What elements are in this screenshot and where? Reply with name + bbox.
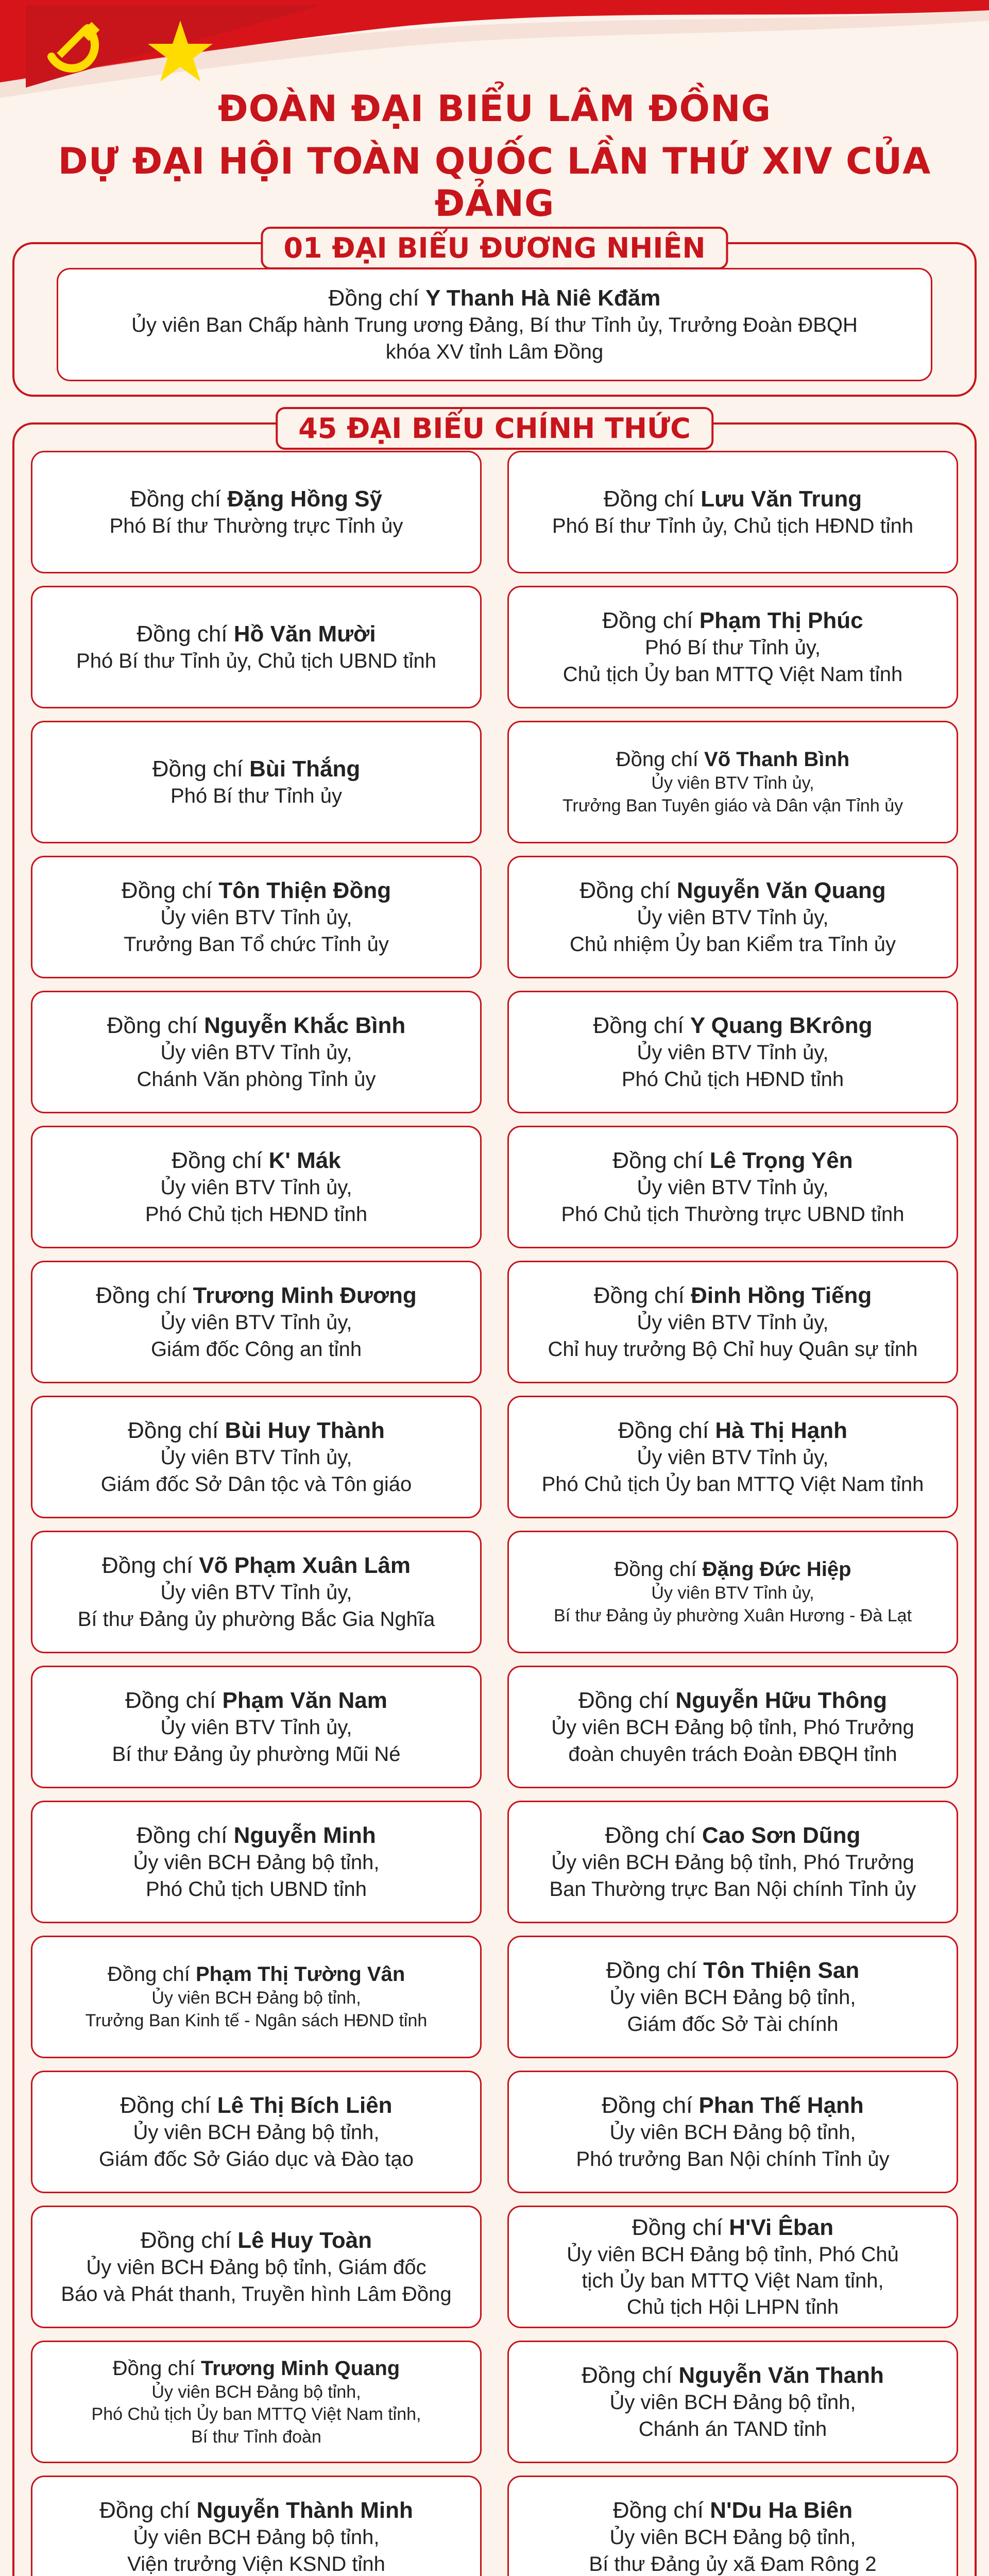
delegate-title-line: Ủy viên BTV Tỉnh ủy, <box>637 1176 829 1199</box>
delegate-card <box>31 1801 482 1923</box>
delegate-name-line <box>99 2496 413 2524</box>
delegate-name-line <box>604 485 862 513</box>
delegate-card <box>507 856 958 978</box>
delegate-title-line: Trưởng Ban Kinh tế - Ngân sách HĐND tỉnh <box>85 2011 428 2030</box>
delegate-prefix: Đồng chí <box>125 1688 223 1714</box>
delegate-prefix: Đồng chí <box>612 1148 710 1174</box>
delegate-title-line: Ủy viên BCH Đảng bộ tỉnh, <box>133 1851 380 1874</box>
delegate-name-line <box>107 1011 406 1040</box>
delegate-name-line <box>618 1416 847 1445</box>
delegate-name-line <box>613 2496 852 2524</box>
delegate-name: Nguyễn Hữu Thông <box>675 1688 888 1714</box>
delegate-name: Hà Thị Hạnh <box>715 1418 848 1444</box>
delegate-title-line: Ủy viên BCH Đảng bộ tỉnh, <box>609 1986 856 2009</box>
delegate-name-line <box>593 1011 873 1040</box>
delegate-name-line <box>329 284 661 312</box>
delegate-card <box>507 1396 958 1518</box>
delegate-name-line <box>102 1551 411 1580</box>
delegate-prefix: Đồng chí <box>618 1418 715 1444</box>
delegate-title-line: Giám đốc Công an tỉnh <box>150 1337 362 1361</box>
delegate-name: Lê Thị Bích Liên <box>217 2093 393 2119</box>
delegate-card <box>57 268 932 381</box>
delegate-name: K' Mák <box>268 1148 341 1174</box>
delegate-card <box>31 2341 482 2463</box>
delegate-name-line <box>172 1146 340 1175</box>
delegate-title-line: Ủy viên BCH Đảng bộ tỉnh, Phó Chủ <box>567 2243 899 2266</box>
delegate-name: Nguyễn Minh <box>233 1823 376 1849</box>
delegate-title-line: Ủy viên BTV Tỉnh ủy, <box>637 1311 829 1334</box>
delegate-name: Phạm Thị Tường Vân <box>195 1963 405 1986</box>
delegate-card <box>507 1531 958 1653</box>
delegate-card <box>31 586 482 708</box>
delegate-name: Phạm Văn Nam <box>222 1688 387 1714</box>
section-ex-officio-tag: 01 ĐẠI BIỂU ĐƯƠNG NHIÊN <box>261 227 728 269</box>
delegate-title-line: Ủy viên Ban Chấp hành Trung ương Đảng, Bí thư Tỉnh ủy, Trưởng Đoàn ĐBQH <box>131 314 858 337</box>
delegate-title-line: Trưởng Ban Tổ chức Tỉnh ủy <box>124 933 389 956</box>
delegate-title-line: Ủy viên BTV Tỉnh ủy, <box>160 1176 352 1199</box>
delegate-prefix: Đồng chí <box>99 2498 197 2523</box>
delegate-name: Tôn Thiện Đồng <box>218 878 391 904</box>
header <box>0 0 989 225</box>
delegate-name: Cao Sơn Dũng <box>702 1823 861 1849</box>
delegate-title-line: Bí thư Tỉnh đoàn <box>191 2427 321 2447</box>
delegate-title-line: Ủy viên BCH Đảng bộ tỉnh, Phó Trưởng <box>551 1851 914 1874</box>
delegate-prefix: Đồng chí <box>602 608 700 634</box>
delegate-prefix: Đồng chí <box>593 1283 691 1309</box>
delegate-title-line: Ban Thường trực Ban Nội chính Tỉnh ủy <box>549 1877 916 1901</box>
delegate-prefix: Đồng chí <box>130 486 228 512</box>
delegate-card <box>507 991 958 1113</box>
delegate-prefix: Đồng chí <box>578 1688 676 1714</box>
delegate-card <box>31 856 482 978</box>
delegate-name-line <box>606 1956 859 1985</box>
delegate-title-line: Phó Chủ tịch Thường trực UBND tỉnh <box>561 1202 905 1226</box>
delegate-title-line: Ủy viên BCH Đảng bộ tỉnh, <box>151 2382 361 2402</box>
delegate-title-line: Ủy viên BTV Tỉnh ủy, <box>637 906 829 929</box>
delegate-name-line <box>605 1821 861 1850</box>
delegate-title-line: tịch Ủy ban MTTQ Việt Nam tỉnh, <box>582 2269 884 2292</box>
delegate-title-line: Chánh Văn phòng Tỉnh ủy <box>137 1067 376 1091</box>
delegate-card <box>507 2341 958 2463</box>
delegate-name-line <box>578 1686 887 1715</box>
delegate-title-line: Ủy viên BTV Tỉnh ủy, <box>160 1716 352 1739</box>
delegate-name-line <box>582 2361 884 2389</box>
delegate-name-line <box>122 876 391 905</box>
delegate-prefix: Đồng chí <box>152 756 250 782</box>
delegate-card <box>507 1801 958 1923</box>
delegate-title-line: Ủy viên BTV Tỉnh ủy, <box>160 1446 352 1469</box>
delegate-name: Bùi Huy Thành <box>225 1418 385 1444</box>
delegate-card <box>31 2071 482 2193</box>
delegate-prefix: Đồng chí <box>107 1963 196 1986</box>
delegate-title-line: Trưởng Ban Tuyên giáo và Dân vận Tỉnh ủy <box>562 796 903 816</box>
delegate-card <box>31 721 482 843</box>
delegate-title-line: Ủy viên BTV Tỉnh ủy, <box>651 773 814 793</box>
delegate-name-line <box>602 2091 864 2120</box>
delegate-card <box>507 2206 958 2328</box>
delegate-name: Trương Minh Quang <box>200 2357 400 2380</box>
delegate-card <box>31 1531 482 1653</box>
delegate-title-line: Bí thư Đảng ủy xã Đam Rông 2 <box>589 2552 877 2575</box>
delegate-title-line: Ủy viên BTV Tỉnh ủy, <box>637 1041 829 1064</box>
delegate-title-line: Ủy viên BTV Tỉnh ủy, <box>160 1041 352 1064</box>
delegate-name-line <box>137 620 376 648</box>
delegate-title-line: Ủy viên BCH Đảng bộ tỉnh, <box>133 2526 380 2549</box>
delegate-title-line: Bí thư Đảng ủy phường Xuân Hương - Đà Lạt <box>553 1606 912 1625</box>
delegate-name-line <box>130 485 382 513</box>
delegate-name-line <box>120 2091 392 2120</box>
delegate-title-line: Chỉ huy trưởng Bộ Chỉ huy Quân sự tỉnh <box>548 1337 918 1361</box>
delegate-prefix: Đồng chí <box>602 2093 699 2119</box>
delegate-title-line: Ủy viên BTV Tỉnh ủy, <box>160 1311 352 1334</box>
section-official-tag: 45 ĐẠI BIỂU CHÍNH THỨC <box>276 407 713 450</box>
delegate-title-line: Ủy viên BTV Tỉnh ủy, <box>160 906 352 929</box>
delegate-card <box>31 2476 482 2576</box>
delegate-title-line: Phó Chủ tịch Ủy ban MTTQ Việt Nam tỉnh <box>541 1472 924 1496</box>
delegate-card <box>507 2476 958 2576</box>
delegate-prefix: Đồng chí <box>582 2363 679 2388</box>
delegate-name: Nguyễn Thành Minh <box>196 2498 413 2523</box>
delegate-title-line: Phó Chủ tịch Ủy ban MTTQ Việt Nam tỉnh, <box>91 2404 421 2425</box>
delegate-title-line: Chủ nhiệm Ủy ban Kiểm tra Tỉnh ủy <box>570 933 896 956</box>
delegate-card <box>507 1666 958 1788</box>
delegate-name-line <box>632 2213 833 2242</box>
delegate-title-line: Phó Bí thư Thường trực Tỉnh ủy <box>109 514 403 537</box>
delegate-name: Đặng Hồng Sỹ <box>227 486 383 512</box>
delegate-card <box>507 721 958 843</box>
delegate-prefix: Đồng chí <box>112 2357 201 2380</box>
delegate-title-line: Phó Chủ tịch HĐND tỉnh <box>145 1202 368 1226</box>
delegate-title-line: Phó trưởng Ban Nội chính Tỉnh ủy <box>576 2147 890 2171</box>
delegate-title-line: Ủy viên BCH Đảng bộ tỉnh, <box>609 2526 856 2549</box>
delegate-name: Nguyễn Văn Thanh <box>678 2363 884 2388</box>
delegate-name: Lê Huy Toàn <box>237 2228 372 2253</box>
delegate-title-line: Giám đốc Sở Giáo dục và Đào tạo <box>99 2147 414 2171</box>
delegate-prefix: Đồng chí <box>606 1958 704 1984</box>
delegate-prefix: Đồng chí <box>120 2093 217 2119</box>
delegate-prefix: Đồng chí <box>612 2498 710 2523</box>
delegate-prefix: Đồng chí <box>101 1553 199 1579</box>
delegate-name: Lê Trọng Yên <box>709 1148 853 1174</box>
delegate-name-line <box>96 1281 417 1310</box>
delegate-card <box>507 1261 958 1383</box>
delegate-card <box>31 1261 482 1383</box>
delegate-name-line <box>137 1821 376 1850</box>
delegate-name: Y Quang BKrông <box>690 1013 873 1039</box>
delegate-name-line <box>128 1416 385 1445</box>
delegate-card <box>31 451 482 573</box>
delegate-name: N'Du Ha Biên <box>710 2498 853 2523</box>
delegate-title-line: Ủy viên BTV Tỉnh ủy, <box>637 1446 829 1469</box>
delegate-prefix: Đồng chí <box>137 621 234 647</box>
delegate-prefix: Đồng chí <box>614 1558 703 1581</box>
delegate-name: Nguyễn Văn Quang <box>676 878 886 904</box>
page-title-line-1: ĐOÀN ĐẠI BIỂU LÂM ĐỒNG <box>217 88 772 130</box>
delegate-name: H'Vi Êban <box>729 2214 834 2240</box>
delegate-name: Y Thanh Hà Niê Kđăm <box>425 285 661 311</box>
delegate-title-line: Phó Bí thư Tỉnh ủy, Chủ tịch HĐND tỉnh <box>552 514 914 537</box>
delegate-card <box>31 2206 482 2328</box>
delegate-card <box>31 991 482 1113</box>
delegate-name-line <box>141 2226 372 2255</box>
delegate-prefix: Đồng chí <box>593 1013 690 1039</box>
delegate-card <box>507 2071 958 2193</box>
delegate-prefix: Đồng chí <box>121 878 219 904</box>
delegate-name: Đặng Đức Hiệp <box>702 1558 851 1581</box>
delegate-name: Tôn Thiện San <box>703 1958 860 1984</box>
delegate-prefix: Đồng chí <box>603 486 701 512</box>
delegate-title-line: Giám đốc Sở Tài chính <box>627 2012 839 2036</box>
delegate-name-line <box>579 876 885 905</box>
delegate-name-line <box>616 747 849 772</box>
delegate-prefix: Đồng chí <box>328 285 425 311</box>
delegate-name: Lưu Văn Trung <box>701 486 862 512</box>
delegate-name-line <box>602 606 863 635</box>
delegate-name: Bùi Thắng <box>249 756 361 782</box>
delegate-name-line <box>113 2355 400 2381</box>
delegate-name: Trương Minh Đương <box>193 1283 417 1309</box>
delegate-name: Phan Thế Hạnh <box>698 2093 864 2119</box>
delegate-title-line: Báo và Phát thanh, Truyền hình Lâm Đồng <box>61 2282 452 2306</box>
delegate-title-line: Giám đốc Sở Dân tộc và Tôn giáo <box>100 1472 412 1496</box>
delegate-name: Phạm Thị Phúc <box>699 608 863 634</box>
delegate-name: Đinh Hồng Tiếng <box>691 1283 872 1309</box>
delegate-card <box>507 1936 958 2058</box>
delegate-title-line: Ủy viên BTV Tỉnh ủy, <box>160 1581 352 1604</box>
delegate-title-line: Chủ tịch Hội LHPN tỉnh <box>626 2296 839 2319</box>
delegate-name-line <box>612 1146 852 1175</box>
delegate-title-line: Chánh án TAND tỉnh <box>638 2417 827 2441</box>
delegate-prefix: Đồng chí <box>128 1418 225 1444</box>
delegate-title-line: Ủy viên BCH Đảng bộ tỉnh, <box>133 2121 380 2144</box>
delegate-title-line: Bí thư Đảng ủy phường Mũi Né <box>112 1742 401 1766</box>
delegate-prefix: Đồng chí <box>579 878 677 904</box>
delegate-title-line: Phó Chủ tịch HĐND tỉnh <box>621 1067 844 1091</box>
delegate-card <box>507 451 958 573</box>
delegate-title-line: Phó Bí thư Tỉnh ủy, <box>644 636 821 659</box>
delegate-name: Võ Phạm Xuân Lâm <box>199 1553 411 1579</box>
delegate-prefix: Đồng chí <box>107 1013 204 1039</box>
delegate-title-line: khóa XV tỉnh Lâm Đồng <box>385 340 604 363</box>
delegate-title-line: Ủy viên BCH Đảng bộ tỉnh, <box>609 2121 856 2144</box>
delegate-card <box>507 586 958 708</box>
delegate-card <box>507 1126 958 1248</box>
delegate-title-line: Ủy viên BTV Tỉnh ủy, <box>651 1583 814 1603</box>
delegate-name: Hồ Văn Mười <box>233 621 376 647</box>
delegate-prefix: Đồng chí <box>137 1823 234 1849</box>
delegate-card <box>31 1666 482 1788</box>
delegate-title-line: Ủy viên BCH Đảng bộ tỉnh, Phó Trưởng <box>551 1716 914 1739</box>
delegate-prefix: Đồng chí <box>632 2214 729 2240</box>
delegate-title-line: Ủy viên BCH Đảng bộ tỉnh, <box>609 2391 856 2414</box>
delegate-title-line: Phó Chủ tịch UBND tỉnh <box>145 1877 367 1901</box>
delegate-card <box>31 1396 482 1518</box>
delegate-title-line: Chủ tịch Ủy ban MTTQ Việt Nam tỉnh <box>562 663 903 686</box>
delegate-name: Nguyễn Khắc Bình <box>204 1013 406 1039</box>
delegate-prefix: Đồng chí <box>172 1148 269 1174</box>
delegate-prefix: Đồng chí <box>605 1823 702 1849</box>
delegate-card <box>31 1936 482 2058</box>
delegate-title-line: Phó Bí thư Tỉnh ủy <box>170 784 342 807</box>
delegate-name-line <box>614 1556 851 1582</box>
delegate-card <box>31 1126 482 1248</box>
delegate-prefix: Đồng chí <box>140 2228 238 2253</box>
delegate-title-line: Viện trưởng Viện KSND tỉnh <box>127 2552 385 2575</box>
delegate-prefix: Đồng chí <box>96 1283 193 1309</box>
delegate-name-line <box>125 1686 387 1715</box>
delegate-title-line: Ủy viên BCH Đảng bộ tỉnh, <box>151 1988 361 2008</box>
delegate-title-line: Ủy viên BCH Đảng bộ tỉnh, Giám đốc <box>86 2256 427 2279</box>
delegate-name-line <box>152 755 360 783</box>
page-title-line-2: DỰ ĐẠI HỘI TOÀN QUỐC LẦN THỨ XIV CỦA ĐẢNG <box>58 140 931 225</box>
delegate-prefix: Đồng chí <box>616 748 705 771</box>
delegate-title-line: Phó Bí thư Tỉnh ủy, Chủ tịch UBND tỉnh <box>76 649 436 672</box>
delegate-name-line <box>594 1281 872 1310</box>
delegate-name-line <box>108 1961 405 1987</box>
delegate-name: Võ Thanh Bình <box>704 748 850 771</box>
delegate-title-line: đoàn chuyên trách Đoàn ĐBQH tỉnh <box>568 1742 897 1766</box>
delegate-title-line: Bí thư Đảng ủy phường Bắc Gia Nghĩa <box>77 1607 435 1631</box>
